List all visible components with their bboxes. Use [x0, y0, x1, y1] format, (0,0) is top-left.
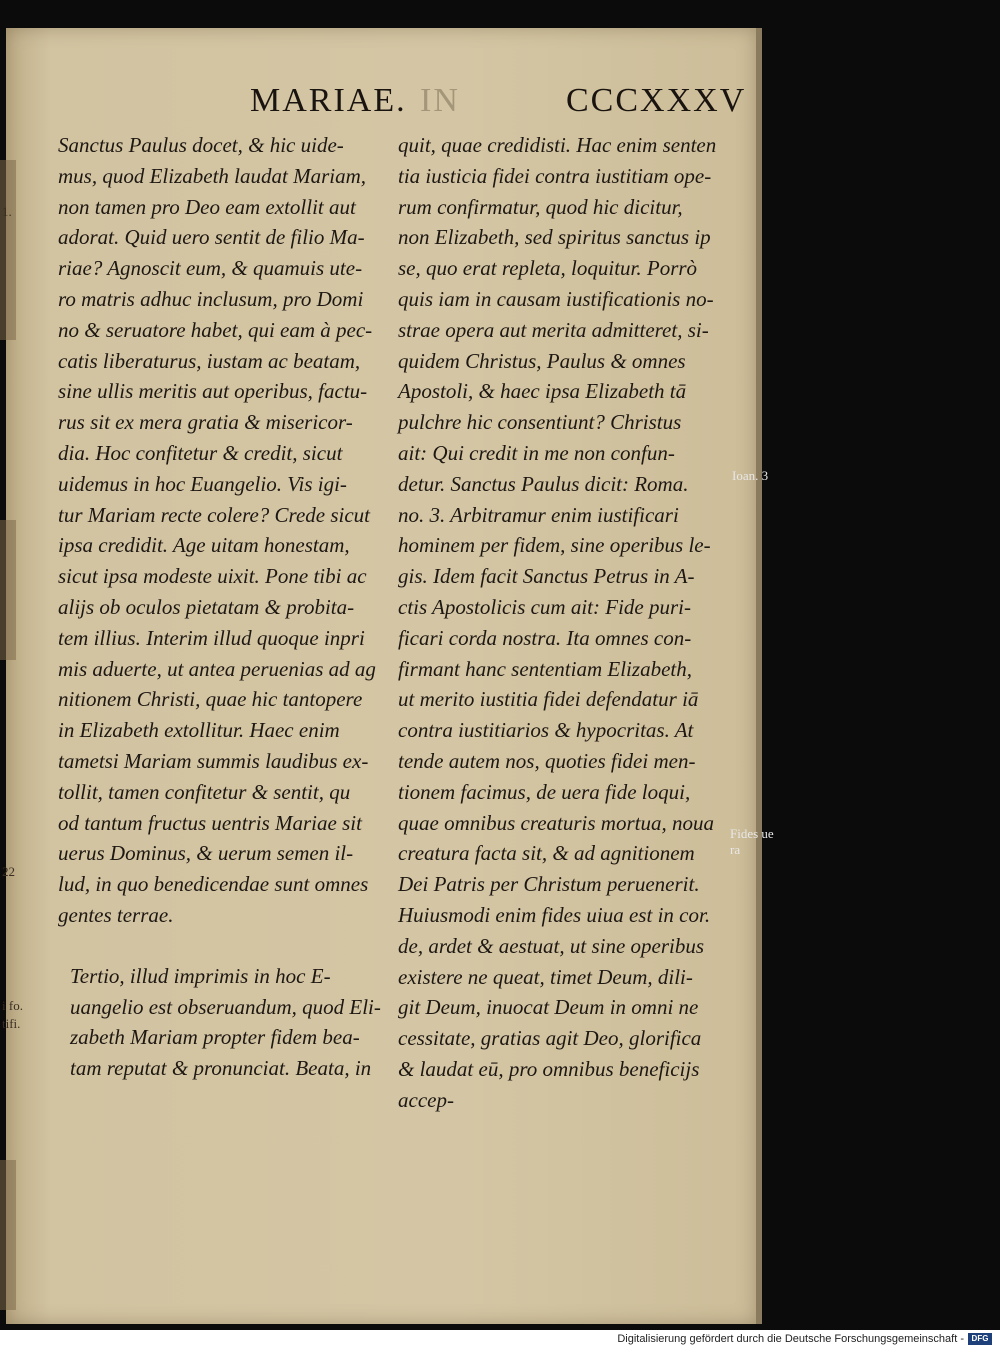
left-paragraph-2 — [58, 961, 381, 1084]
text-line: hominem per fidem, sine operibus le- — [398, 533, 711, 558]
text-line: quit, quae credidisti. Hac enim senten — [398, 133, 717, 157]
funding-notice: Digitalisierung gefördert durch die Deutsche Forschungsgemeinschaft - — [617, 1333, 964, 1345]
text-line: pulchre hic consentiunt? Christus — [398, 410, 682, 435]
text-line: tametsi Mariam summis laudibus ex- — [58, 748, 369, 773]
margin-note-left-mid: 22 — [2, 864, 15, 879]
footer-bar — [0, 1330, 1000, 1349]
text-line: tionem facimus, de uera fide loqui, — [398, 779, 691, 804]
page-edge — [756, 28, 762, 1324]
text-line: no & seruatore habet, qui eam à pec- — [58, 317, 373, 342]
text-line: riae? Agnoscit eum, & quamuis ute- — [58, 256, 363, 281]
page-stain — [0, 520, 16, 660]
text-line: lud, in quo benedicendae sunt omnes — [58, 872, 369, 897]
text-line: uerus Dominus, & uerum semen il- — [58, 841, 354, 866]
text-line: Apostoli, & haec ipsa Elizabeth tā — [398, 379, 687, 404]
text-line: quis iam in causam iustificationis no- — [398, 286, 714, 311]
text-line: mis aduerte, ut antea peruenias ad ag — [58, 656, 376, 681]
text-line: sicut ipsa modeste uixit. Pone tibi ac — [58, 564, 367, 589]
running-header — [0, 82, 762, 126]
text-line: gis. Idem facit Sanctus Petrus in A- — [398, 564, 695, 589]
margin-note-left-bottom-cont: tifi. — [2, 1016, 21, 1031]
text-line: ro matris adhuc inclusum, pro Domi — [58, 286, 364, 311]
text-line: contra iustitiarios & hypocritas. At — [398, 718, 694, 743]
text-line: creatura facta sit, & ad agnitionem — [398, 841, 695, 866]
text-line: existere ne queat, timet Deum, dili- — [398, 964, 693, 989]
text-line: no. 3. Arbitramur enim iustificari — [398, 502, 679, 527]
text-line: od tantum fructus uentris Mariae sit — [58, 810, 362, 835]
text-line: non Elizabeth, sed spiritus sanctus ip — [398, 225, 711, 250]
text-line: git Deum, inuocat Deum in omni ne — [398, 995, 699, 1020]
text-line: Sanctus Paulus docet, & hic uide- — [58, 133, 344, 157]
text-line: firmant hanc sententiam Elizabeth, — [398, 656, 692, 681]
text-line: rus sit ex mera gratia & misericor- — [58, 410, 353, 435]
text-line: accep- — [398, 1087, 454, 1112]
text-line: tollit, tamen confitetur & sentit, qu — [58, 779, 351, 804]
text-column-right — [398, 130, 716, 1116]
margin-note-left-bottom: i fo. — [2, 998, 23, 1013]
page-stain — [0, 160, 16, 340]
text-line: Huiusmodi enim fides uiua est in cor. — [398, 902, 711, 927]
text-line: tam reputat & pronunciat. Beata, in — [70, 1056, 372, 1081]
text-line: ctis Apostolicis cum ait: Fide puri- — [398, 594, 691, 619]
text-line: quidem Christus, Paulus & omnes — [398, 348, 686, 373]
text-line: non tamen pro Deo eam extollit aut — [58, 194, 356, 219]
text-column-left — [58, 130, 381, 1084]
text-line: ficari corda nostra. Ita omnes con- — [398, 625, 692, 650]
text-line: cessitate, gratias agit Deo, glorifica — [398, 1026, 702, 1051]
text-line: tia iusticia fidei contra iustitiam ope- — [398, 163, 712, 188]
margin-note-left-top: 1. — [2, 204, 12, 219]
header-show-through: IN — [420, 82, 460, 119]
margin-note-fides-cont: ra — [730, 842, 741, 857]
text-line: uidemus in hoc Euangelio. Vis igi- — [58, 471, 347, 496]
text-line: strae opera aut merita admitteret, si- — [398, 317, 709, 342]
text-line: gentes terrae. — [58, 902, 174, 927]
text-line: in Elizabeth extollitur. Haec enim — [58, 718, 340, 743]
dfg-logo: DFG — [968, 1333, 992, 1345]
text-line: uangelio est obseruandum, quod Eli- — [70, 994, 381, 1019]
text-line: se, quo erat repleta, loquitur. Porrò — [398, 256, 698, 281]
text-line: dia. Hoc confitetur & credit, sicut — [58, 440, 343, 465]
margin-note-fides: Fides ue — [730, 826, 774, 841]
text-line: de, ardet & aestuat, ut sine operibus — [398, 933, 705, 958]
text-line: & laudat eū, pro omnibus beneficijs — [398, 1056, 700, 1081]
text-line: quae omnibus creaturis mortua, noua — [398, 810, 714, 835]
text-line: zabeth Mariam propter fidem bea- — [70, 1025, 360, 1050]
page-stain — [0, 1160, 16, 1310]
text-line: alijs ob oculos pietatam & probita- — [58, 594, 355, 619]
left-paragraph-1 — [58, 130, 381, 931]
text-line: ipsa credidit. Age uitam honestam, — [58, 533, 350, 558]
header-title: MARIAE. — [250, 82, 407, 119]
text-line: tur Mariam recte colere? Crede sicut — [58, 502, 371, 527]
text-line: Tertio, illud imprimis in hoc E- — [70, 963, 331, 988]
text-line: ait: Qui credit in me non confun- — [398, 440, 675, 465]
text-line: mus, quod Elizabeth laudat Mariam, — [58, 163, 366, 188]
text-line: tende autem nos, quoties fidei men- — [398, 748, 696, 773]
text-line: catis liberaturus, iustam ac beatam, — [58, 348, 361, 373]
right-paragraph — [398, 130, 716, 1116]
margin-note-ioan: Ioan. 3 — [732, 468, 769, 483]
header-folio: CCCXXXV — [566, 82, 747, 119]
text-line: tem illius. Interim illud quoque inpri — [58, 625, 365, 650]
text-line: detur. Sanctus Paulus dicit: Roma. — [398, 471, 689, 496]
text-line: nitionem Christi, quae hic tantopere — [58, 687, 363, 712]
text-line: rum confirmatur, quod hic dicitur, — [398, 194, 683, 219]
text-line: ut merito iustitia fidei defendatur iā — [398, 687, 699, 712]
text-line: sine ullis meritis aut operibus, factu- — [58, 379, 368, 404]
text-line: adorat. Quid uero sentit de filio Ma- — [58, 225, 365, 250]
text-line: Dei Patris per Christum peruenerit. — [398, 872, 700, 897]
